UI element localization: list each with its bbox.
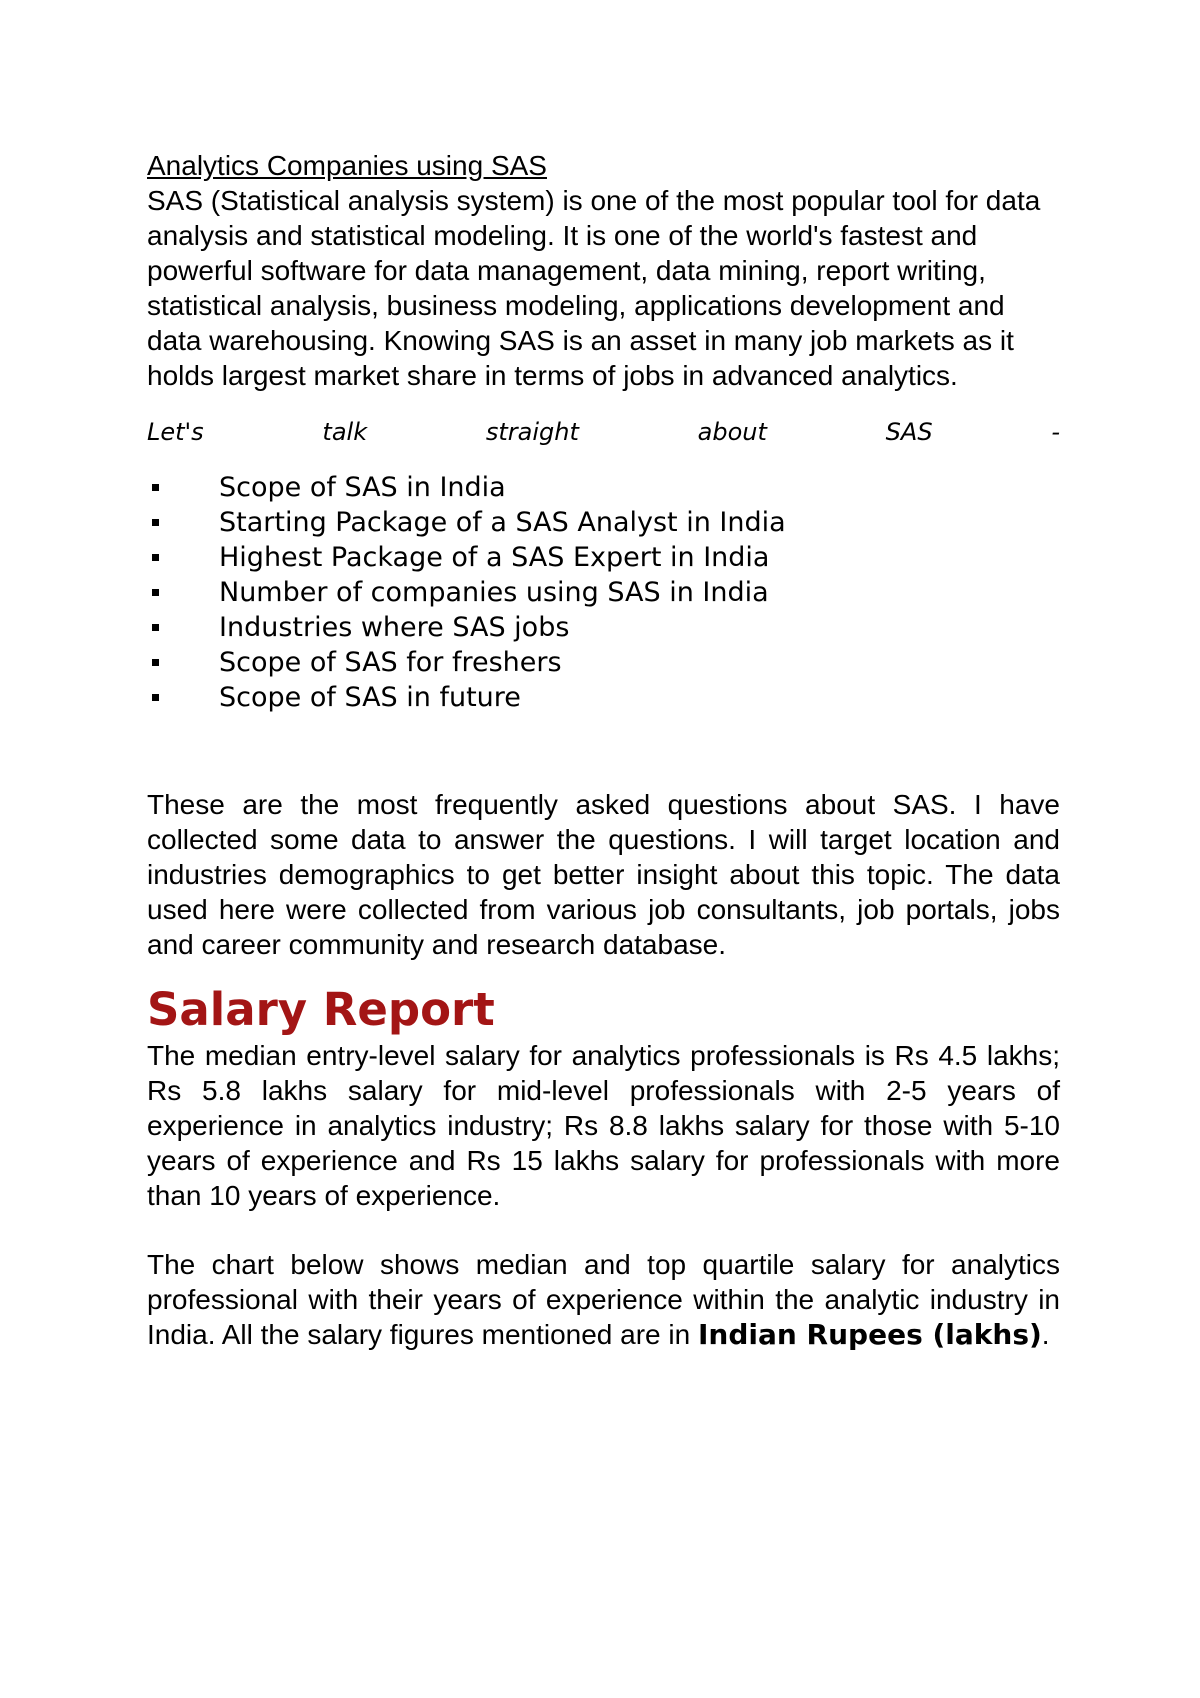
chart-description-paragraph [147, 1247, 1060, 1352]
intro-paragraph: SAS (Statistical analysis system) is one of the most popular tool for data analysis and statistical modeling. It is one of the world's fastest and powerful software for data management, data mining, report writing, statistical analysis, business modeling, applications development and data warehousing. Knowing SAS is an asset in many job markets as it holds largest market share in terms of jobs in advanced analytics. [147, 185, 1041, 391]
list-item-text: Number of companies using SAS in India [219, 577, 769, 608]
square-bullet-icon [152, 589, 159, 596]
chart-description-end: . [1041, 1319, 1050, 1350]
list-item-text: Starting Package of a SAS Analyst in India [219, 507, 786, 538]
list-item [147, 470, 1060, 505]
questions-paragraph: These are the most frequently asked questions about SAS. I have collected some data to answer the questions. I will target location and industries demographics to get better insight about this topic. The data used here were collected from various job consultants, job portals, jobs and career community and research database. [147, 789, 1060, 960]
list-item-text: Scope of SAS in future [219, 682, 521, 713]
list-item-text: Industries where SAS jobs [219, 612, 570, 643]
talk-word: SAS [885, 418, 933, 446]
list-item-text: Highest Package of a SAS Expert in India [219, 542, 770, 573]
talk-word: - [1051, 418, 1060, 446]
currency-emphasis: Indian Rupees (lakhs) [697, 1318, 1042, 1351]
list-item [147, 505, 1060, 540]
square-bullet-icon [152, 554, 159, 561]
talk-straight-line [147, 415, 1060, 450]
list-item [147, 540, 1060, 575]
talk-word: Let's [147, 418, 204, 446]
list-item [147, 575, 1060, 610]
square-bullet-icon [152, 484, 159, 491]
document-title: Analytics Companies using SAS [147, 150, 547, 181]
topics-list [147, 470, 1060, 715]
salary-report-heading: Salary Report [147, 983, 495, 1036]
square-bullet-icon [152, 624, 159, 631]
square-bullet-icon [152, 659, 159, 666]
list-item [147, 680, 1060, 715]
list-item [147, 610, 1060, 645]
salary-paragraph: The median entry-level salary for analytics professionals is Rs 4.5 lakhs; Rs 5.8 lakhs salary for mid-level professionals with 2-5 years of experience in analytics industry; Rs 8.8 lakhs salary for those with 5-10 years of experience and Rs 15 lakhs salary for professionals with more than 10 years of experience. [147, 1040, 1060, 1211]
list-item-text: Scope of SAS in India [219, 472, 506, 503]
list-item [147, 645, 1060, 680]
talk-word: about [697, 418, 767, 446]
square-bullet-icon [152, 694, 159, 701]
list-item-text: Scope of SAS for freshers [219, 647, 562, 678]
document-page [147, 148, 1060, 1352]
square-bullet-icon [152, 519, 159, 526]
talk-word: straight [485, 418, 579, 446]
talk-word: talk [322, 418, 368, 446]
chart-description-text: The chart below shows median and top quartile salary for analytics professional with their years of experience within the analytic industry in India. All the salary figures mentioned are in [147, 1249, 1060, 1350]
